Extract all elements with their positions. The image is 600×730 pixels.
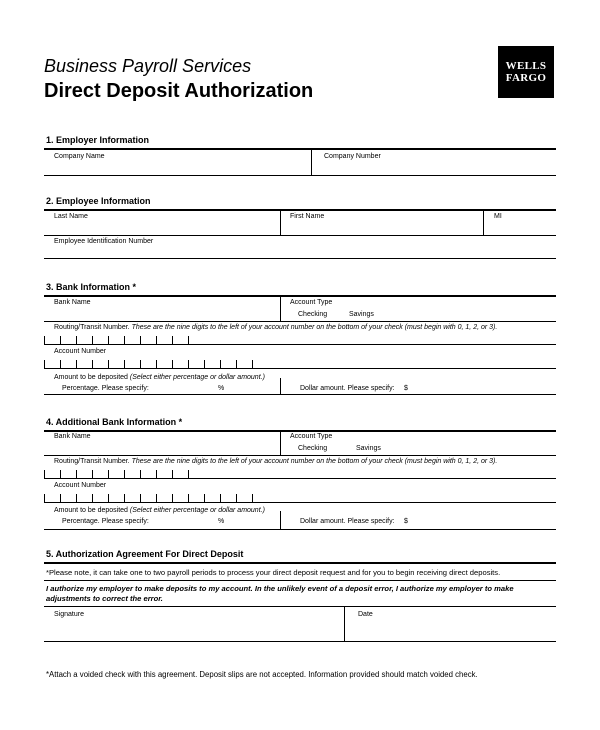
digit-box-divider: [76, 360, 77, 368]
field-divider: [280, 378, 281, 394]
field-divider: [311, 150, 312, 176]
wells-fargo-logo: [498, 46, 554, 98]
savings-option-2[interactable]: Savings: [356, 445, 381, 452]
digit-box-divider: [140, 336, 141, 344]
digit-box-divider: [60, 494, 61, 502]
routing-note: These are the nine digits to the left of your account number on the bottom of your check (must begin with 0, 1, 2, or 3).: [131, 324, 498, 331]
digit-box-divider: [156, 360, 157, 368]
digit-box-divider: [76, 470, 77, 478]
bank-name-field-line-2[interactable]: [44, 455, 556, 456]
digit-box-divider: [172, 336, 173, 344]
digit-box-divider: [44, 470, 45, 478]
section-employer-heading: 1. Employer Information: [46, 135, 150, 145]
digit-box-divider: [156, 494, 157, 502]
digit-box-divider: [44, 336, 45, 344]
bank-name-label: Bank Name: [54, 299, 91, 306]
section-divider: [44, 148, 556, 150]
digit-box-divider: [156, 336, 157, 344]
routing-note-2: These are the nine digits to the left of your account number on the bottom of your check (must begin with 0, 1, 2, or 3).: [131, 458, 498, 465]
section-employee-heading: 2. Employee Information: [46, 196, 151, 206]
digit-box-divider: [108, 336, 109, 344]
last-name-label: Last Name: [54, 213, 88, 220]
section-bank-heading: 3. Bank Information *: [46, 282, 137, 292]
digit-box-divider: [236, 360, 237, 368]
digit-box-divider: [188, 360, 189, 368]
digit-box-divider: [92, 336, 93, 344]
digit-box-divider: [252, 494, 253, 502]
company-name-label: Company Name: [54, 153, 105, 160]
digit-box-divider: [172, 470, 173, 478]
savings-option[interactable]: Savings: [349, 311, 374, 318]
dollar-option[interactable]: Dollar amount. Please specify:: [300, 385, 395, 392]
field-divider: [344, 607, 345, 641]
digit-box-divider: [108, 494, 109, 502]
account-number-label-2: Account Number: [54, 482, 107, 489]
digit-box-divider: [92, 360, 93, 368]
mi-label: MI: [494, 213, 502, 220]
digit-box-divider: [140, 360, 141, 368]
field-divider: [280, 297, 281, 321]
dollar-symbol: $: [404, 385, 408, 392]
percentage-option-2[interactable]: Percentage. Please specify:: [62, 518, 149, 525]
account-type-label-2: Account Type: [290, 433, 333, 440]
first-name-label: First Name: [290, 213, 325, 220]
authorization-text-line-2: adjustments to correct the error.: [46, 594, 163, 603]
digit-box-divider: [204, 494, 205, 502]
date-label: Date: [358, 611, 373, 618]
account-type-label: Account Type: [290, 299, 333, 306]
section-divider: [44, 209, 556, 211]
digit-box-divider: [92, 494, 93, 502]
digit-box-divider: [124, 494, 125, 502]
amount-label: [54, 374, 265, 381]
digit-box-divider: [172, 360, 173, 368]
digit-box-divider: [60, 336, 61, 344]
digit-box-divider: [124, 360, 125, 368]
digit-box-divider: [188, 494, 189, 502]
section-divider: [44, 562, 556, 564]
digit-box-divider: [204, 360, 205, 368]
amount-label-text: Amount to be deposited: [54, 374, 128, 381]
form-subtitle: Business Payroll Services: [44, 56, 252, 76]
field-divider: [280, 432, 281, 456]
digit-box-divider: [236, 494, 237, 502]
routing-label: [54, 324, 497, 331]
routing-field-line-2[interactable]: [44, 478, 556, 479]
digit-box-divider: [76, 494, 77, 502]
digit-box-divider: [220, 494, 221, 502]
employee-id-field-line[interactable]: [44, 258, 556, 259]
section-divider: [44, 295, 556, 297]
digit-box-divider: [92, 470, 93, 478]
digit-box-divider: [124, 470, 125, 478]
form-title: Direct Deposit Authorization: [44, 80, 314, 102]
logo-line-2: FARGO: [505, 72, 547, 84]
bank-name-field-line[interactable]: [44, 321, 556, 322]
routing-field-line[interactable]: [44, 344, 556, 345]
digit-box-divider: [76, 336, 77, 344]
percentage-option[interactable]: Percentage. Please specify:: [62, 385, 149, 392]
field-divider: [280, 211, 281, 235]
signature-label: Signature: [54, 611, 84, 618]
digit-box-divider: [220, 360, 221, 368]
authorization-text-line-1: I authorize my employer to make deposits to my account. In the unlikely event of a deposit error, I authorize my employer to make: [46, 584, 514, 593]
percent-symbol: %: [218, 385, 225, 392]
digit-box-divider: [44, 494, 45, 502]
checking-option[interactable]: Checking: [298, 311, 328, 318]
signature-field-line[interactable]: [44, 641, 556, 642]
auth-divider: [44, 606, 556, 607]
logo-line-1: WELLS: [505, 60, 547, 72]
digit-box-divider: [60, 360, 61, 368]
routing-label-text: Routing/Transit Number.: [54, 324, 130, 331]
dollar-symbol-2: $: [404, 518, 408, 525]
account-number-field-line-2[interactable]: [44, 502, 556, 503]
company-number-label: Company Number: [324, 153, 381, 160]
amount-note-2: (Select either percentage or dollar amount.): [129, 507, 265, 514]
routing-label-text-2: Routing/Transit Number.: [54, 458, 130, 465]
amount-label-2: [54, 507, 265, 514]
amount-field-line[interactable]: [44, 394, 556, 395]
digit-box-divider: [124, 336, 125, 344]
digit-box-divider: [172, 494, 173, 502]
digit-box-divider: [60, 470, 61, 478]
digit-box-divider: [108, 470, 109, 478]
percent-symbol-2: %: [218, 518, 225, 525]
digit-box-divider: [188, 470, 189, 478]
digit-box-divider: [44, 360, 45, 368]
digit-box-divider: [252, 360, 253, 368]
amount-field-line-2[interactable]: [44, 529, 556, 530]
employee-name-field-line[interactable]: [44, 235, 556, 236]
section-divider: [44, 430, 556, 432]
checking-option-2[interactable]: Checking: [298, 445, 328, 452]
footer-note: *Attach a voided check with this agreement. Deposit slips are not accepted. Information provided should match voided check.: [46, 670, 478, 679]
field-divider: [280, 511, 281, 529]
employer-field-line[interactable]: [44, 175, 556, 176]
digit-box-divider: [156, 470, 157, 478]
account-number-label: Account Number: [54, 348, 107, 355]
digit-box-divider: [188, 336, 189, 344]
field-divider: [483, 211, 484, 235]
dollar-option-2[interactable]: Dollar amount. Please specify:: [300, 518, 395, 525]
employee-id-label: Employee Identification Number: [54, 238, 154, 245]
account-number-field-line[interactable]: [44, 368, 556, 369]
amount-note: (Select either percentage or dollar amount.): [129, 374, 265, 381]
section-authorization-heading: 5. Authorization Agreement For Direct Deposit: [46, 549, 244, 559]
processing-note: *Please note, it can take one to two payroll periods to process your direct deposit request and for you to begin receiving direct deposits.: [46, 568, 501, 577]
digit-box-divider: [140, 470, 141, 478]
bank-name-label-2: Bank Name: [54, 433, 91, 440]
digit-box-divider: [140, 494, 141, 502]
section-additional-bank-heading: 4. Additional Bank Information *: [46, 417, 183, 427]
amount-label-text-2: Amount to be deposited: [54, 507, 128, 514]
routing-label-2: [54, 458, 497, 465]
digit-box-divider: [108, 360, 109, 368]
note-divider: [44, 580, 556, 581]
